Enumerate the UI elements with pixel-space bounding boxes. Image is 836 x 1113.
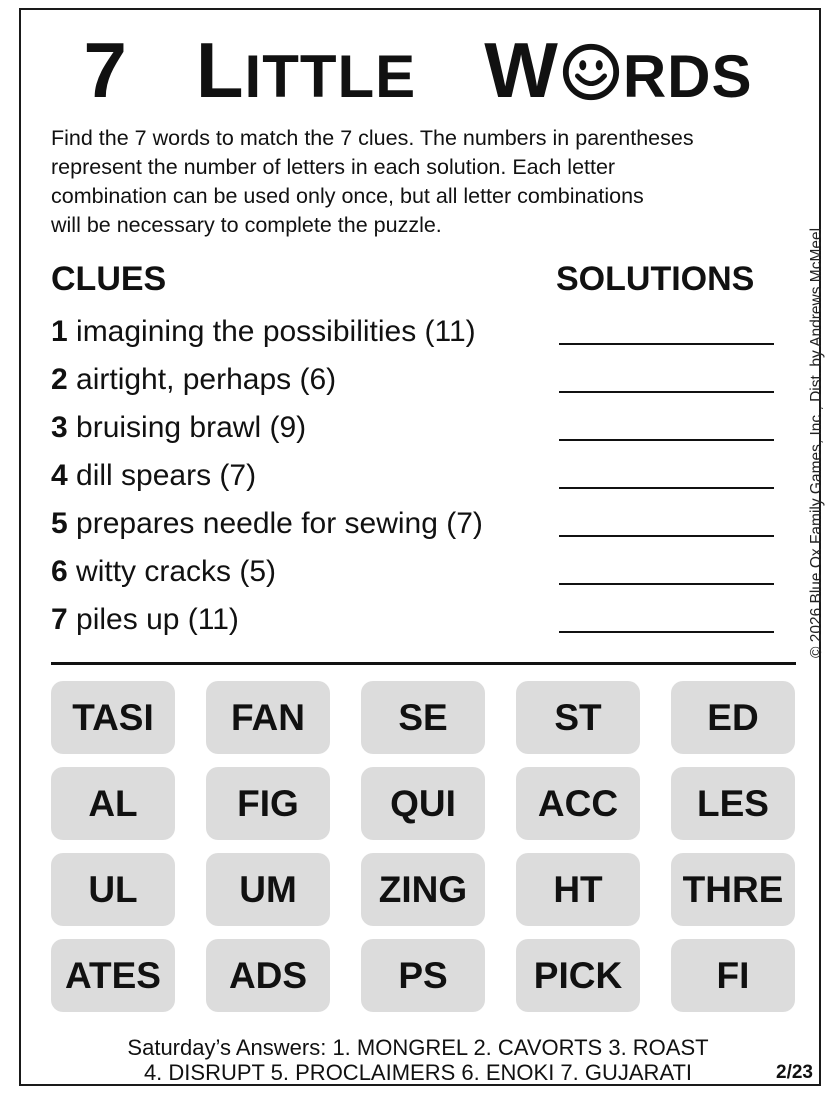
letter-tile[interactable]: FI xyxy=(671,939,795,1012)
clue-number: 2 xyxy=(51,363,68,396)
clue-number: 7 xyxy=(51,603,68,636)
title-word2-rest: RDS xyxy=(622,43,753,110)
title-number: 7 xyxy=(83,26,128,114)
clue-row-3 xyxy=(51,408,781,454)
letter-tile[interactable]: QUI xyxy=(361,767,485,840)
title-word1-initial: L xyxy=(195,26,245,114)
puzzle-date: 2/23 xyxy=(776,1062,813,1083)
copyright-credit: © 2026 Blue Ox Family Games, Inc., Dist. by Andrews McMeel xyxy=(808,227,825,658)
clue-number: 3 xyxy=(51,411,68,444)
letter-tile[interactable]: ED xyxy=(671,681,795,754)
previous-answers xyxy=(0,1035,836,1085)
letter-tile[interactable]: SE xyxy=(361,681,485,754)
clue-text: imagining the possibilities (11) xyxy=(76,315,476,348)
letter-tile[interactable]: UL xyxy=(51,853,175,926)
instructions-line: represent the number of letters in each solution. Each letter xyxy=(51,155,616,179)
clue-text: airtight, perhaps (6) xyxy=(76,363,337,396)
instructions-line: combination can be used only once, but all letter combinations xyxy=(51,184,644,208)
letter-tile[interactable]: PS xyxy=(361,939,485,1012)
clue-text: dill spears (7) xyxy=(76,459,257,492)
letter-tile[interactable]: ST xyxy=(516,681,640,754)
solutions-header: SOLUTIONS xyxy=(556,260,755,298)
puzzle-title xyxy=(0,26,836,117)
clue-number: 1 xyxy=(51,315,68,348)
section-divider xyxy=(51,662,796,665)
letter-tile[interactable]: FAN xyxy=(206,681,330,754)
letter-tile[interactable]: UM xyxy=(206,853,330,926)
previous-answers-line: Saturday’s Answers: 1. MONGREL 2. CAVORTS 3. ROAST xyxy=(127,1035,709,1060)
solution-blank-4[interactable] xyxy=(559,487,774,489)
solution-blank-6[interactable] xyxy=(559,583,774,585)
clue-row-2 xyxy=(51,360,781,406)
letter-tile[interactable]: ATES xyxy=(51,939,175,1012)
clue-text: prepares needle for sewing (7) xyxy=(76,507,483,540)
letter-tile[interactable]: THRE xyxy=(671,853,795,926)
clue-row-5 xyxy=(51,504,781,550)
letter-tile[interactable]: LES xyxy=(671,767,795,840)
instructions-line: will be necessary to complete the puzzle. xyxy=(51,213,442,237)
clue-number: 6 xyxy=(51,555,68,588)
clue-number: 4 xyxy=(51,459,68,492)
solution-blank-2[interactable] xyxy=(559,391,774,393)
instructions-line: Find the 7 words to match the 7 clues. The numbers in parentheses xyxy=(51,126,694,150)
clue-row-6 xyxy=(51,552,781,598)
clue-row-4 xyxy=(51,456,781,502)
clue-text: bruising brawl (9) xyxy=(76,411,307,444)
clues-header: CLUES xyxy=(51,260,167,298)
letter-tile[interactable]: PICK xyxy=(516,939,640,1012)
solution-blank-3[interactable] xyxy=(559,439,774,441)
letter-tile[interactable]: ACC xyxy=(516,767,640,840)
solution-blank-1[interactable] xyxy=(559,343,774,345)
title-word2-initial: W xyxy=(484,26,559,114)
letter-tile[interactable]: ADS xyxy=(206,939,330,1012)
clue-number: 5 xyxy=(51,507,68,540)
letter-tile[interactable]: ZING xyxy=(361,853,485,926)
solution-blank-7[interactable] xyxy=(559,631,774,633)
title-word1-rest: ITTLE xyxy=(244,43,417,110)
letter-tile[interactable]: FIG xyxy=(206,767,330,840)
instructions xyxy=(51,124,801,240)
letter-tile[interactable]: HT xyxy=(516,853,640,926)
solution-blank-5[interactable] xyxy=(559,535,774,537)
clue-row-7 xyxy=(51,600,781,646)
clue-text: witty cracks (5) xyxy=(76,555,277,588)
previous-answers-line: 4. DISRUPT 5. PROCLAIMERS 6. ENOKI 7. GUJARATI xyxy=(143,1060,693,1085)
letter-tile[interactable]: TASI xyxy=(51,681,175,754)
smiley-face-icon xyxy=(560,41,622,103)
clue-row-1 xyxy=(51,312,781,358)
clue-text: piles up (11) xyxy=(76,603,239,636)
letter-tile[interactable]: AL xyxy=(51,767,175,840)
